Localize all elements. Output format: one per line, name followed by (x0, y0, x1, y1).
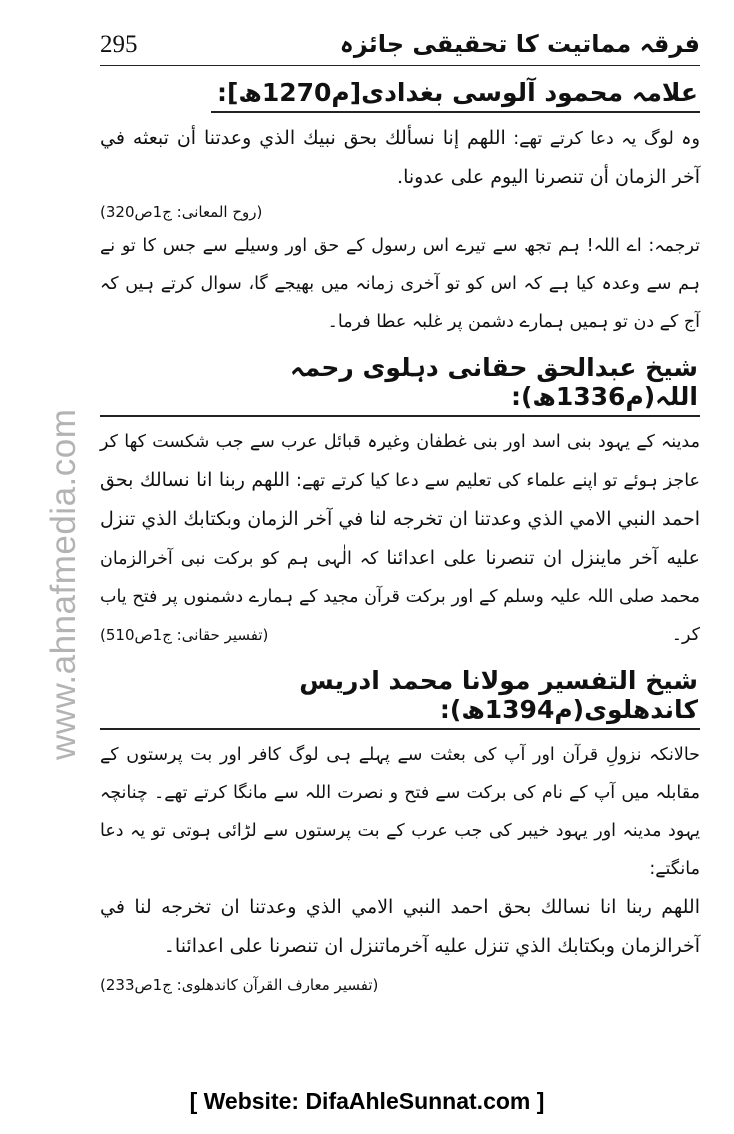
section3-arabic-block (100, 888, 700, 994)
section2-translation: کہ الٰہی ہم کو برکت نبی آخرالزمان محمد صلی اللہ علیہ وسلم کے اور برکت قرآن مجید کے ہمارے دشمنوں پر فتح یاب کر۔ (100, 549, 700, 645)
section2-arabic-dua: اللهم ربنا انا نسالك بحق احمد النبي الامي الذي وعدتنا ان تخرجه لنا في آخر الزمان وبكتابك الذي تنزل عليه آخر ماينزل ان تنصرنا على اعدائنا (100, 469, 700, 569)
book-page (100, 30, 700, 1004)
section3-reference: (تفسیر معارف القرآن کاندھلوی: ج1ص233) (100, 976, 379, 994)
section2-reference: (تفسیر حقانی: ج1ص510) (100, 626, 269, 644)
section1-reference: (روح المعانی: ج1ص320) (100, 203, 263, 221)
section1-intro: وہ لوگ یہ دعا کرتے تھے: (505, 129, 700, 149)
page-header (100, 30, 700, 66)
section2-intro: مدینہ کے یہود بنی اسد اور بنی غطفان وغیرہ قبائل عرب سے جب شکست کھا کر عاجز ہوئے تو اپنے علماء کی تعلیم سے دعا کیا کرتے تھے: (100, 432, 700, 491)
section3-body (100, 736, 700, 888)
section1-translation: ترجمہ: اے اللہ! ہم تجھ سے تیرے اس رسول کے حق اور وسیلے سے جس کا تو نے ہم سے وعدہ کیا ہے کہ اس کو تو آخری زمانہ میں بھیجے گا، سوال کرتے ہیں کہ آج کے دن تو ہمیں ہمارے دشمن پر غلبہ عطا فرما۔ (100, 236, 700, 332)
website-footer: [ Website: DifaAhleSunnat.com ] (189, 1088, 545, 1114)
section1-arabic-dua: اللهم إنا نسألك بحق نبيك الذي وعدتنا أن تبعثه في آخر الزمان أن تنصرنا اليوم على عدونا. (100, 127, 700, 188)
section1-body (100, 119, 700, 197)
section3-arabic-dua: اللهم ربنا انا نسالك بحق احمد النبي الامي الذي وعدتنا ان تخرجه لنا في آخرالزمان وبكتابك الذي تنزل عليه آخرماتنزل ان تنصرنا على اعدائنا۔ (100, 896, 700, 957)
section1-heading: علامہ محمود آلوسی بغدادی[م1270ھ]: (211, 78, 700, 113)
section2-heading: شیخ عبدالحق حقانی دہلوی رحمہ اللہ(م1336ھ): (100, 353, 700, 417)
running-title: فرقہ مماتیت کا تحقیقی جائزہ (339, 30, 700, 58)
section3-heading: شیخ التفسیر مولانا محمد ادریس کاندھلوی(م1394ھ): (100, 666, 700, 730)
page-number: 295 (100, 31, 138, 58)
section3-intro: حالانکہ نزولِ قرآن اور آپ کی بعثت سے پہلے ہی لوگ کافر اور بت پرستوں کے مقابلہ میں آپ کے نام کی برکت سے فتح و نصرت اللہ سے مانگا کرتے تھے۔ چنانچہ یہود مدینہ اور یہود خیبر کی جب عرب کے بت پرستوں سے لڑائی ہوتی تو یہ دعا مانگتے: (100, 745, 700, 879)
section2-body (100, 423, 700, 654)
watermark-text: www.ahnafmedia.com (44, 408, 83, 760)
